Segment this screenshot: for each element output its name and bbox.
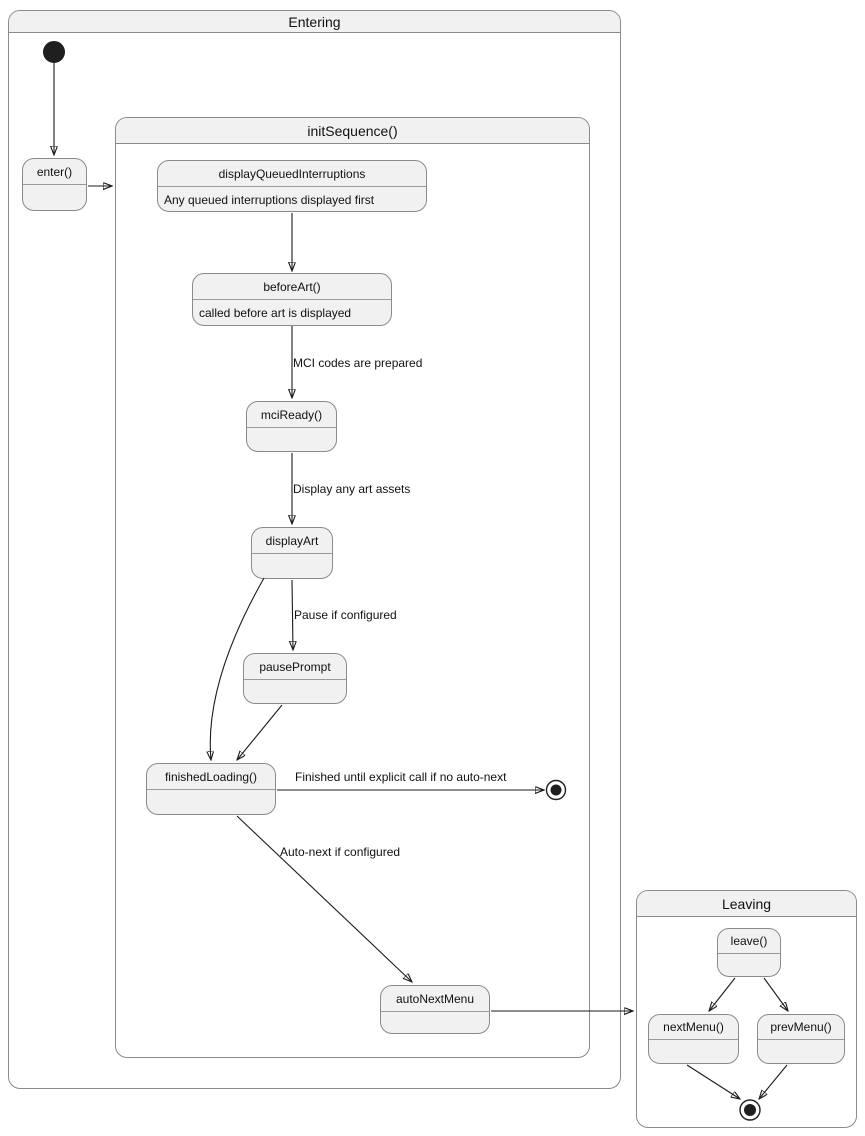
state-mci-ready-label: mciReady(): [247, 402, 336, 428]
state-prev-menu: [757, 1014, 845, 1064]
state-finished-loading-body: [147, 790, 275, 815]
state-finished-loading-label: finishedLoading(): [147, 764, 275, 790]
state-finished-loading: [146, 763, 276, 815]
state-pause-prompt-label: pausePrompt: [244, 654, 346, 680]
state-display-art-label: displayArt: [252, 528, 332, 554]
state-display-queued-interruptions-description: Any queued interruptions displayed first: [164, 192, 375, 207]
state-before-art-description: called before art is displayed: [199, 305, 352, 320]
state-enter-label: enter(): [23, 159, 86, 185]
container-init-sequence-header: [116, 118, 589, 144]
edge-label-finished: Finished until explicit call if no auto-next: [295, 770, 507, 784]
edge-label-mci-codes: MCI codes are prepared: [293, 356, 423, 370]
container-init-sequence-title: initSequence(): [307, 122, 398, 139]
state-before-art: [192, 273, 392, 326]
edge-label-display-assets: Display any art assets: [293, 482, 411, 496]
container-entering-title: Entering: [288, 13, 341, 30]
state-auto-next-menu: [380, 985, 490, 1034]
state-auto-next-menu-body: [381, 1012, 489, 1034]
container-leaving-header: [637, 891, 856, 917]
state-next-menu: [648, 1014, 739, 1064]
state-before-art-label: beforeArt(): [193, 274, 391, 300]
state-enter-body: [23, 185, 86, 210]
state-leave-label: leave(): [718, 929, 780, 954]
edge-label-auto-next: Auto-next if configured: [280, 845, 401, 859]
state-mci-ready-body: [247, 428, 336, 452]
state-leave: [717, 928, 781, 977]
edge-label-pause: Pause if configured: [294, 608, 397, 622]
container-leaving-title: Leaving: [721, 895, 772, 912]
state-display-art-body: [252, 554, 332, 579]
container-leaving: [636, 890, 857, 1128]
state-prev-menu-label: prevMenu(): [758, 1015, 844, 1040]
state-display-art: [251, 527, 333, 579]
container-init-sequence: [115, 117, 590, 1058]
state-pause-prompt-body: [244, 680, 346, 704]
state-leave-body: [718, 954, 780, 977]
state-prev-menu-body: [758, 1040, 844, 1064]
state-auto-next-menu-label: autoNextMenu: [381, 986, 489, 1012]
state-pause-prompt: [243, 653, 347, 704]
state-next-menu-label: nextMenu(): [649, 1015, 738, 1040]
state-display-queued-interruptions: [157, 160, 427, 212]
state-mci-ready: [246, 401, 337, 452]
state-next-menu-body: [649, 1040, 738, 1064]
state-display-queued-interruptions-label: displayQueuedInterruptions: [158, 161, 426, 187]
container-entering-header: [9, 11, 620, 33]
state-enter: [22, 158, 87, 211]
